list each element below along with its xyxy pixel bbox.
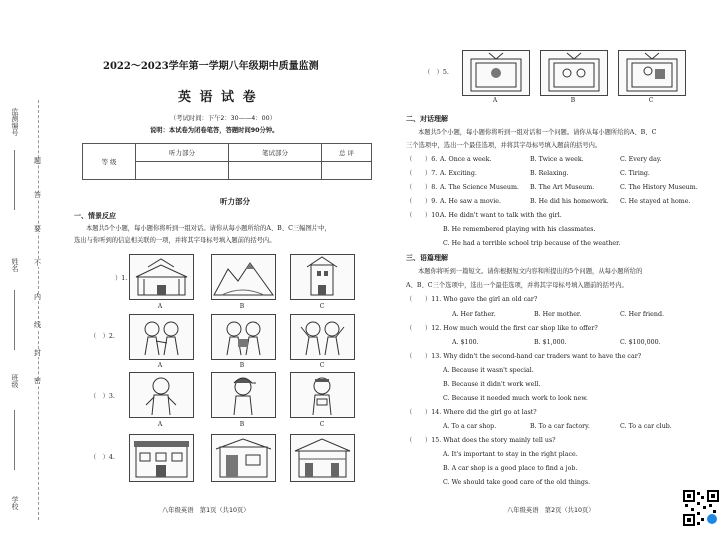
item-number: （ ）4. [90, 454, 115, 461]
score-cell[interactable] [136, 162, 229, 180]
score-table-grade: 等 级 [83, 144, 136, 180]
picture-2b[interactable] [211, 314, 276, 360]
option-label: C [648, 97, 654, 104]
option-a[interactable]: A. It's important to stay in the right place. [443, 451, 578, 458]
question-stem: （ ）15. What does the story mainly tell us? [406, 437, 556, 444]
score-table-written: 笔试部分 [229, 144, 322, 162]
exam-no-label: 监测编号 [11, 108, 19, 136]
option-label: C [319, 362, 325, 369]
option-c[interactable]: C. Her friend. [620, 311, 664, 318]
option-b[interactable]: B. Her mother. [534, 311, 582, 318]
picture-1c[interactable] [290, 254, 355, 300]
option-c[interactable]: C. We should take good care of the old things. [443, 479, 591, 486]
score-table [82, 143, 372, 180]
section3-title: 三、语篇理解 [406, 254, 448, 262]
question-number: （ ）9. [406, 198, 438, 205]
option-label: B [239, 421, 245, 428]
seal-char: 内 [34, 293, 41, 301]
page-footer-left: 八年级英语 第1页（共10页） [162, 507, 250, 514]
picture-5c[interactable] [618, 50, 686, 96]
option-c[interactable]: C. The History Museum. [620, 184, 698, 191]
option-a[interactable]: A. Her father. [452, 311, 496, 318]
picture-5b[interactable] [540, 50, 608, 96]
question-number: （ ）6. [406, 156, 438, 163]
section3-instruction: 本题你将听到一篇短文。请你根据短文内容和所提出的5个问题，从每小题所给的 [418, 268, 643, 275]
option-c[interactable]: C. To a car club. [620, 423, 672, 430]
exam-note: 说明：本试卷为闭卷笔答，答题时间90分钟。 [150, 127, 279, 134]
option-c[interactable]: C. He had a terrible school trip because of the weather. [443, 240, 621, 247]
picture-4c[interactable] [290, 434, 355, 482]
section1-instruction: 本题共5个小题，每小题你将听到一组对话。请你从每小题所给的A、B、C三幅图片中， [86, 225, 331, 232]
option-b[interactable]: B. $1,000. [534, 339, 567, 346]
seal-char: 密 [34, 377, 41, 385]
option-c[interactable]: C. Every day. [620, 156, 662, 163]
option-a[interactable]: A. The Science Museum. [440, 184, 519, 191]
option-a[interactable]: A. He didn't want to talk with the girl. [440, 212, 562, 219]
picture-5a[interactable] [462, 50, 530, 96]
item-number: （ ）2. [90, 333, 115, 340]
picture-1b[interactable] [211, 254, 276, 300]
option-label: C [319, 421, 325, 428]
picture-2c[interactable] [290, 314, 355, 360]
seal-char: 线 [34, 321, 41, 329]
option-a[interactable]: A. He saw a movie. [440, 198, 501, 205]
picture-3a[interactable] [129, 372, 194, 418]
option-b[interactable]: B. To a car factory. [530, 423, 590, 430]
section1-title: 一、情景反应 [74, 212, 116, 220]
option-a[interactable]: A. Once a week. [440, 156, 492, 163]
section1-instruction: 选出与你听到的信息相关联的一项，并将其字母标号填入题前的括号内。 [74, 237, 276, 244]
option-b[interactable]: B. Twice a week. [530, 156, 584, 163]
score-cell[interactable] [229, 162, 322, 180]
option-a[interactable]: A. To a car shop. [443, 423, 497, 430]
name-line [14, 290, 15, 350]
section2-instruction: 三个选项中，选出一个最佳选项，并将其字母标号填入题前的括号内。 [406, 142, 602, 149]
question-stem: （ ）11. Who gave the girl an old car? [406, 296, 538, 303]
item-number: ）1. [115, 275, 128, 282]
score-table-listening: 听力部分 [136, 144, 229, 162]
option-c[interactable]: C. He stayed at home. [620, 198, 691, 205]
item-number: （ ）3. [90, 393, 115, 400]
seal-char: 不 [34, 259, 41, 267]
question-number: （ ）7. [406, 170, 438, 177]
score-cell[interactable] [322, 162, 372, 180]
question-number: （ ）10. [406, 212, 442, 219]
section2-title: 二、对话理解 [406, 115, 448, 123]
option-b[interactable]: B. He remembered playing with his classmates. [443, 226, 596, 233]
option-label: B [570, 97, 576, 104]
picture-1a[interactable] [129, 254, 194, 300]
option-b[interactable]: B. Relaxing. [530, 170, 569, 177]
option-label: A [157, 362, 163, 369]
question-stem: （ ）13. Why didn't the second-hand car traders want to have the car? [406, 353, 642, 360]
option-b[interactable]: B. The Art Museum. [530, 184, 595, 191]
picture-2a[interactable] [129, 314, 194, 360]
option-a[interactable]: A. Because it wasn't special. [443, 367, 534, 374]
seal-char: 答 [34, 191, 41, 199]
option-a[interactable]: A. Exciting. [440, 170, 477, 177]
section3-instruction: A、B、C三个选项中，选出一个最佳选项，并将其字母标号填入题前的括号内。 [406, 282, 628, 289]
option-b[interactable]: B. A car shop is a good place to find a job. [443, 465, 578, 472]
class-line [14, 410, 15, 470]
school-label: 学校 [11, 496, 19, 510]
qr-code-icon [683, 490, 719, 526]
item-number: （ ）5. [424, 69, 449, 76]
seal-char: 封 [34, 349, 41, 357]
option-c[interactable]: C. Tiring. [620, 170, 650, 177]
option-b[interactable]: B. He did his homework. [530, 198, 609, 205]
option-b[interactable]: B. Because it didn't work well. [443, 381, 541, 388]
section2-instruction: 本题共5个小题，每小题你将听到一组对话和一个问题。请你从每小题所给的A、B、C [418, 129, 657, 136]
score-table-total: 总 评 [322, 144, 372, 162]
subject-title: 英 语 试 卷 [178, 90, 258, 105]
page-footer-right: 八年级英语 第2页（共10页） [507, 507, 595, 514]
option-label: B [239, 362, 245, 369]
option-label: A [157, 421, 163, 428]
exam-time: （考试时间：下午2：30——4：00） [170, 115, 276, 122]
option-c[interactable]: C. $100,000. [620, 339, 661, 346]
class-label: 班级 [11, 374, 19, 388]
seal-char: 题 [34, 157, 41, 165]
question-number: （ ）8. [406, 184, 438, 191]
picture-3b[interactable] [211, 372, 276, 418]
option-a[interactable]: A. $100. [452, 339, 479, 346]
name-label: 姓名 [11, 258, 19, 272]
option-label: A [492, 97, 498, 104]
option-c[interactable]: C. Because it needed much work to look new. [443, 395, 588, 402]
picture-3c[interactable] [290, 372, 355, 418]
option-label: C [319, 303, 325, 310]
seal-char: 要 [34, 225, 41, 233]
option-label: B [239, 303, 245, 310]
option-label: A [157, 303, 163, 310]
exam-title: 2022～2023学年第一学期八年级期中质量监测 [103, 61, 319, 72]
picture-4b[interactable] [211, 434, 276, 482]
picture-4a[interactable] [129, 434, 194, 482]
exam-no-line [14, 150, 15, 210]
question-stem: （ ）14. Where did the girl go at last? [406, 409, 537, 416]
listening-heading: 听力部分 [220, 197, 250, 206]
question-stem: （ ）12. How much would the first car shop like to offer? [406, 325, 598, 332]
